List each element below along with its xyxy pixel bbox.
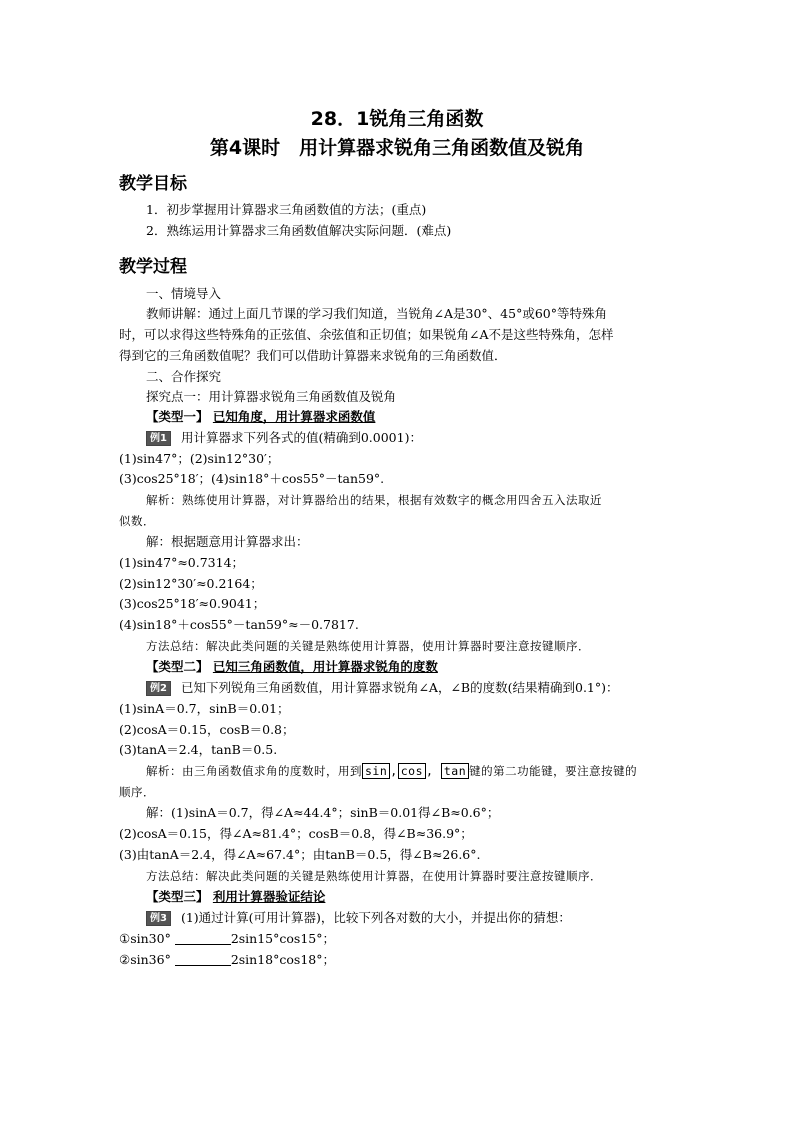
explore-point: 探究点一：用计算器求锐角三角函数值及锐角 <box>146 389 397 404</box>
question-line: (1)sinA＝0.7，sinB＝0.01； <box>119 701 290 716</box>
example-stem-text: 用计算器求下列各式的值(精确到0.0001)： <box>180 430 422 445</box>
example-stem-text: (1)通过计算(可用计算器)，比较下列各对数的大小，并提出你的猜想： <box>180 910 571 925</box>
example-badge: 例1 <box>146 431 171 446</box>
objective-item: 2．熟练运用计算器求三角函数值解决实际问题．(难点) <box>146 223 452 238</box>
question-line: (3)tanA＝2.4，tanB＝0.5. <box>119 742 278 757</box>
page-title: 28．1锐角三角函数 <box>310 108 484 130</box>
analysis-line: 似数． <box>119 514 155 528</box>
question-line: (1)sin47°；(2)sin12°30′； <box>119 451 280 466</box>
example-badge: 例2 <box>146 681 171 696</box>
example-stem <box>146 909 571 927</box>
section-title: 二、合作探究 <box>146 369 222 384</box>
question-line: (2)cosA＝0.15，cosB＝0.8； <box>119 722 295 737</box>
type-heading <box>146 408 375 426</box>
example-badge: 例3 <box>146 911 171 926</box>
solution-intro: 解：根据题意用计算器求出： <box>146 534 309 549</box>
analysis-text: 键的第二功能键，要注意按键的 <box>469 764 638 778</box>
sin-key: sin <box>362 763 390 779</box>
comparison-right: 2sin18°cos18°； <box>230 952 335 967</box>
answer-line: 解：(1)sinA＝0.7，得∠A≈44.4°；sinB＝0.01得∠B≈0.6°； <box>146 805 500 820</box>
answer-line: (1)sin47°≈0.7314； <box>119 555 245 570</box>
paragraph-line: 得到它的三角函数值呢？我们可以借助计算器来求锐角的三角函数值． <box>119 348 507 363</box>
answer-line: (4)sin18°＋cos55°－tan59°≈－0.7817. <box>119 617 359 632</box>
comparison-left: ②sin36° <box>119 952 171 967</box>
comparison-line <box>119 951 335 969</box>
type-text: 已知角度，用计算器求函数值 <box>212 409 376 424</box>
example-stem <box>146 429 422 447</box>
answer-line: (3)由tanA＝2.4，得∠A≈67.4°；由tanB＝0.5，得∠B≈26.6°. <box>119 847 481 862</box>
type-tag: 【类型三】 <box>146 889 209 904</box>
type-text: 利用计算器验证结论 <box>212 889 326 904</box>
answer-blank <box>175 932 231 945</box>
type-tag: 【类型二】 <box>146 659 209 674</box>
paragraph-line: 时，可以求得这些特殊角的正弦值、余弦值和正切值；如果锐角∠A不是这些特殊角，怎样 <box>119 327 614 342</box>
method-summary: 方法总结：解决此类问题的关键是熟练使用计算器，在使用计算器时要注意按键顺序． <box>146 869 602 883</box>
page-subtitle: 第4课时 用计算器求锐角三角函数值及锐角 <box>209 137 585 159</box>
method-summary: 方法总结：解决此类问题的关键是熟练使用计算器，使用计算器时要注意按键顺序． <box>146 639 590 653</box>
type-heading <box>146 658 438 676</box>
process-heading: 教学过程 <box>119 257 187 277</box>
section-title: 一、情境导入 <box>146 286 222 301</box>
analysis-line: 解析：熟练使用计算器，对计算器给出的结果，根据有效数字的概念用四舍五入法取近 <box>146 493 602 507</box>
tan-key: tan <box>441 763 469 779</box>
question-line: (3)cos25°18′；(4)sin18°＋cos55°－tan59°. <box>119 471 385 486</box>
cos-key: cos <box>398 763 426 779</box>
answer-line: (3)cos25°18′≈0.9041； <box>119 596 266 611</box>
example-stem <box>146 679 619 697</box>
type-text: 已知三角函数值，用计算器求锐角的度数 <box>212 659 438 674</box>
comparison-left: ①sin30° <box>119 931 171 946</box>
objectives-heading: 教学目标 <box>119 174 187 194</box>
analysis-line: 顺序． <box>119 785 155 799</box>
answer-line: (2)cosA＝0.15，得∠A≈81.4°；cosB＝0.8，得∠B≈36.9°； <box>119 826 473 841</box>
type-tag: 【类型一】 <box>146 409 209 424</box>
analysis-text: 解析：由三角函数值求角的度数时，用到 <box>146 764 362 778</box>
answer-blank <box>175 953 231 966</box>
analysis-line: 解析：由三角函数值求角的度数时，用到 sin , cos , tan 键的第二功能键，要注意按键的 <box>146 764 638 778</box>
comparison-line <box>119 930 335 948</box>
example-stem-text: 已知下列锐角三角函数值，用计算器求锐角∠A，∠B的度数(结果精确到0.1°)： <box>180 680 619 695</box>
comparison-right: 2sin15°cos15°； <box>230 931 335 946</box>
paragraph-line: 教师讲解：通过上面几节课的学习我们知道，当锐角∠A是30°、45°或60°等特殊角 <box>146 306 607 321</box>
type-heading <box>146 888 325 906</box>
answer-line: (2)sin12°30′≈0.2164； <box>119 576 263 591</box>
objective-item: 1．初步掌握用计算器求三角函数值的方法；(重点) <box>146 202 427 217</box>
